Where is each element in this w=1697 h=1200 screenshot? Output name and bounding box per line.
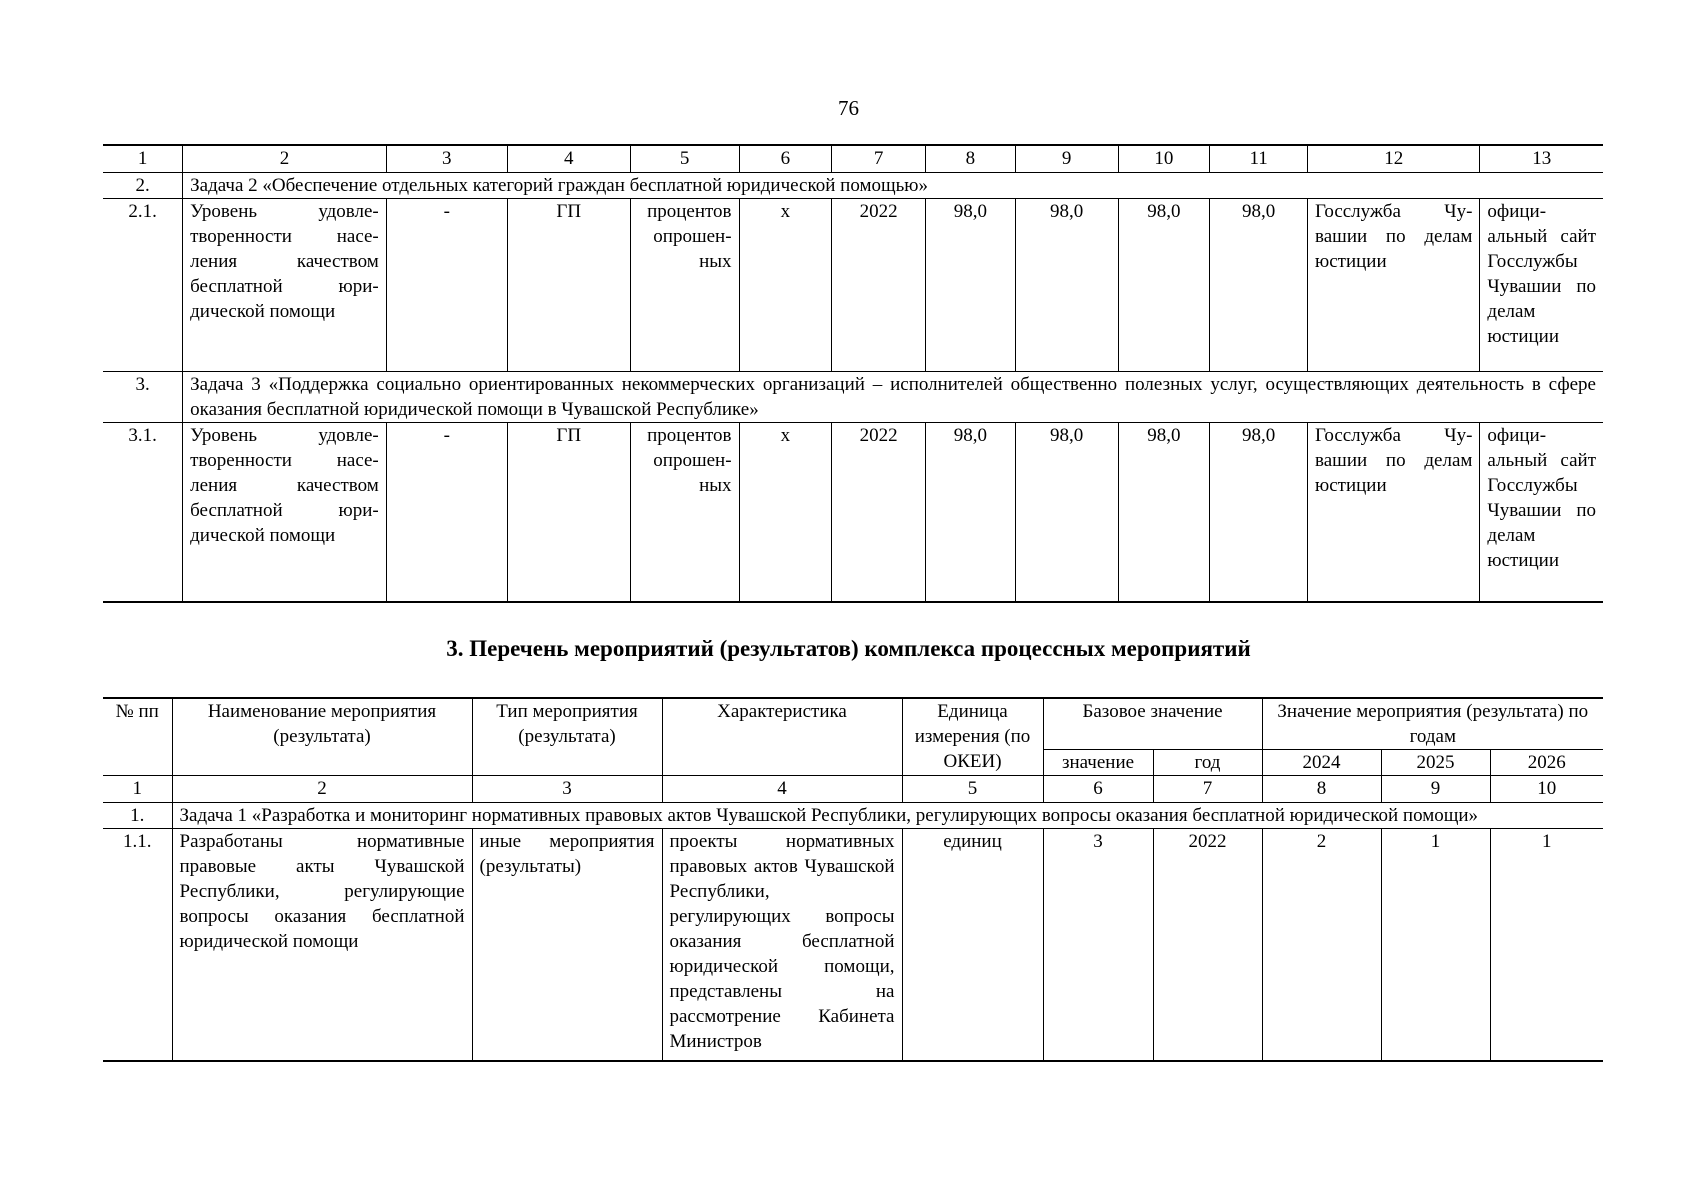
table-row: [103, 199, 1603, 372]
task-number: 1.: [103, 803, 172, 829]
cell: х: [739, 423, 832, 603]
col-num: 8: [1262, 776, 1381, 803]
responsible-cell: Госслужба Чувашии по делам юстиции: [1308, 199, 1480, 372]
header-year: 2025: [1381, 750, 1490, 776]
indicator-name: Уровень удовлетворенности населения качеством бесплатной юридической помощи: [183, 423, 387, 603]
base-year-cell: 2022: [1153, 829, 1262, 1062]
header-name: Наименование мероприятия (результата): [172, 698, 472, 776]
header-characteristic: Характеристика: [662, 698, 902, 776]
header-unit: Единица измерения (по ОКЕИ): [902, 698, 1043, 776]
header-base-value: значение: [1043, 750, 1153, 776]
activities-table: [103, 697, 1603, 1062]
col-num: 5: [630, 145, 739, 173]
header-row: [103, 698, 1603, 750]
col-num: 12: [1308, 145, 1480, 173]
column-number-row: [103, 145, 1603, 173]
col-num: 3: [386, 145, 507, 173]
col-num: 10: [1118, 145, 1210, 173]
cell: ГП: [507, 199, 630, 372]
col-num: 10: [1490, 776, 1603, 803]
value-cell: 98,0: [1210, 199, 1308, 372]
col-num: 4: [662, 776, 902, 803]
value-cell: 2: [1262, 829, 1381, 1062]
year-cell: 2022: [832, 199, 926, 372]
table-row: [103, 423, 1603, 603]
base-value-cell: 3: [1043, 829, 1153, 1062]
cell: -: [386, 423, 507, 603]
unit-cell: процентов опрошенных: [630, 199, 739, 372]
task-row: [103, 372, 1603, 423]
value-cell: 1: [1490, 829, 1603, 1062]
header-base-year: год: [1153, 750, 1262, 776]
task-text: Задача 1 «Разработка и мониторинг нормативных правовых актов Чувашской Республики, регулирующих вопросы оказания бесплатной юридической помощи»: [172, 803, 1603, 829]
col-num: 5: [902, 776, 1043, 803]
col-num: 8: [926, 145, 1016, 173]
indicator-name: Уровень удовлетворенности населения качеством бесплатной юридической помощи: [183, 199, 387, 372]
task-text: Задача 2 «Обеспечение отдельных категорий граждан бесплатной юридической помощью»: [183, 173, 1603, 199]
task-text: Задача 3 «Поддержка социально ориентированных некоммерческих организаций – исполнителей общественно полезных услуг, осуществляющих деятельность в сфере оказания бесплатной юридической помощи в Чувашской Республике»: [183, 372, 1603, 423]
section-title: 3. Перечень мероприятий (результатов) комплекса процессных мероприятий: [446, 636, 1251, 661]
col-num: 9: [1381, 776, 1490, 803]
header-year: 2024: [1262, 750, 1381, 776]
task-number: 3.: [103, 372, 183, 423]
value-cell: 98,0: [1118, 199, 1210, 372]
cell: х: [739, 199, 832, 372]
header-year: 2026: [1490, 750, 1603, 776]
value-cell: 98,0: [1118, 423, 1210, 603]
value-cell: 98,0: [1015, 423, 1118, 603]
row-number: 2.1.: [103, 199, 183, 372]
value-cell: 1: [1381, 829, 1490, 1062]
col-num: 2: [183, 145, 387, 173]
col-num: 1: [103, 145, 183, 173]
activity-type: иные мероприятия (результаты): [472, 829, 662, 1062]
col-num: 1: [103, 776, 172, 803]
header-type: Тип мероприятия (результата): [472, 698, 662, 776]
task-number: 2.: [103, 173, 183, 199]
header-base: Базовое значение: [1043, 698, 1262, 750]
activity-characteristic: проекты нормативных правовых актов Чувашской Республики, регулирующих вопросы оказания бесплатной юридической помощи, представлены на рассмотрение Кабинета Министров: [662, 829, 902, 1062]
col-num: 2: [172, 776, 472, 803]
col-num: 9: [1015, 145, 1118, 173]
task-row: [103, 173, 1603, 199]
col-num: 11: [1210, 145, 1308, 173]
col-num: 6: [1043, 776, 1153, 803]
value-cell: 98,0: [1210, 423, 1308, 603]
page-number: 76: [838, 96, 859, 120]
year-cell: 2022: [832, 423, 926, 603]
row-number: 1.1.: [103, 829, 172, 1062]
indicators-table: [103, 144, 1603, 603]
table-row: [103, 829, 1603, 1062]
source-cell: официальный сайт Госслужбы Чувашии по делам юстиции: [1480, 423, 1603, 603]
source-cell: официальный сайт Госслужбы Чувашии по делам юстиции: [1480, 199, 1603, 372]
cell: -: [386, 199, 507, 372]
task-row: [103, 803, 1603, 829]
unit-cell: единиц: [902, 829, 1043, 1062]
responsible-cell: Госслужба Чувашии по делам юстиции: [1308, 423, 1480, 603]
col-num: 4: [507, 145, 630, 173]
col-num: 3: [472, 776, 662, 803]
activity-name: Разработаны нормативные правовые акты Чувашской Республики, регулирующие вопросы оказания бесплатной юридической помощи: [172, 829, 472, 1062]
row-number: 3.1.: [103, 423, 183, 603]
value-cell: 98,0: [926, 423, 1016, 603]
header-plan: Значение мероприятия (результата) по годам: [1262, 698, 1603, 750]
header-num: № пп: [103, 698, 172, 776]
unit-cell: процентов опрошенных: [630, 423, 739, 603]
cell: ГП: [507, 423, 630, 603]
col-num: 7: [1153, 776, 1262, 803]
col-num: 6: [739, 145, 832, 173]
col-num: 7: [832, 145, 926, 173]
value-cell: 98,0: [1015, 199, 1118, 372]
column-number-row: [103, 776, 1603, 803]
value-cell: 98,0: [926, 199, 1016, 372]
col-num: 13: [1480, 145, 1603, 173]
